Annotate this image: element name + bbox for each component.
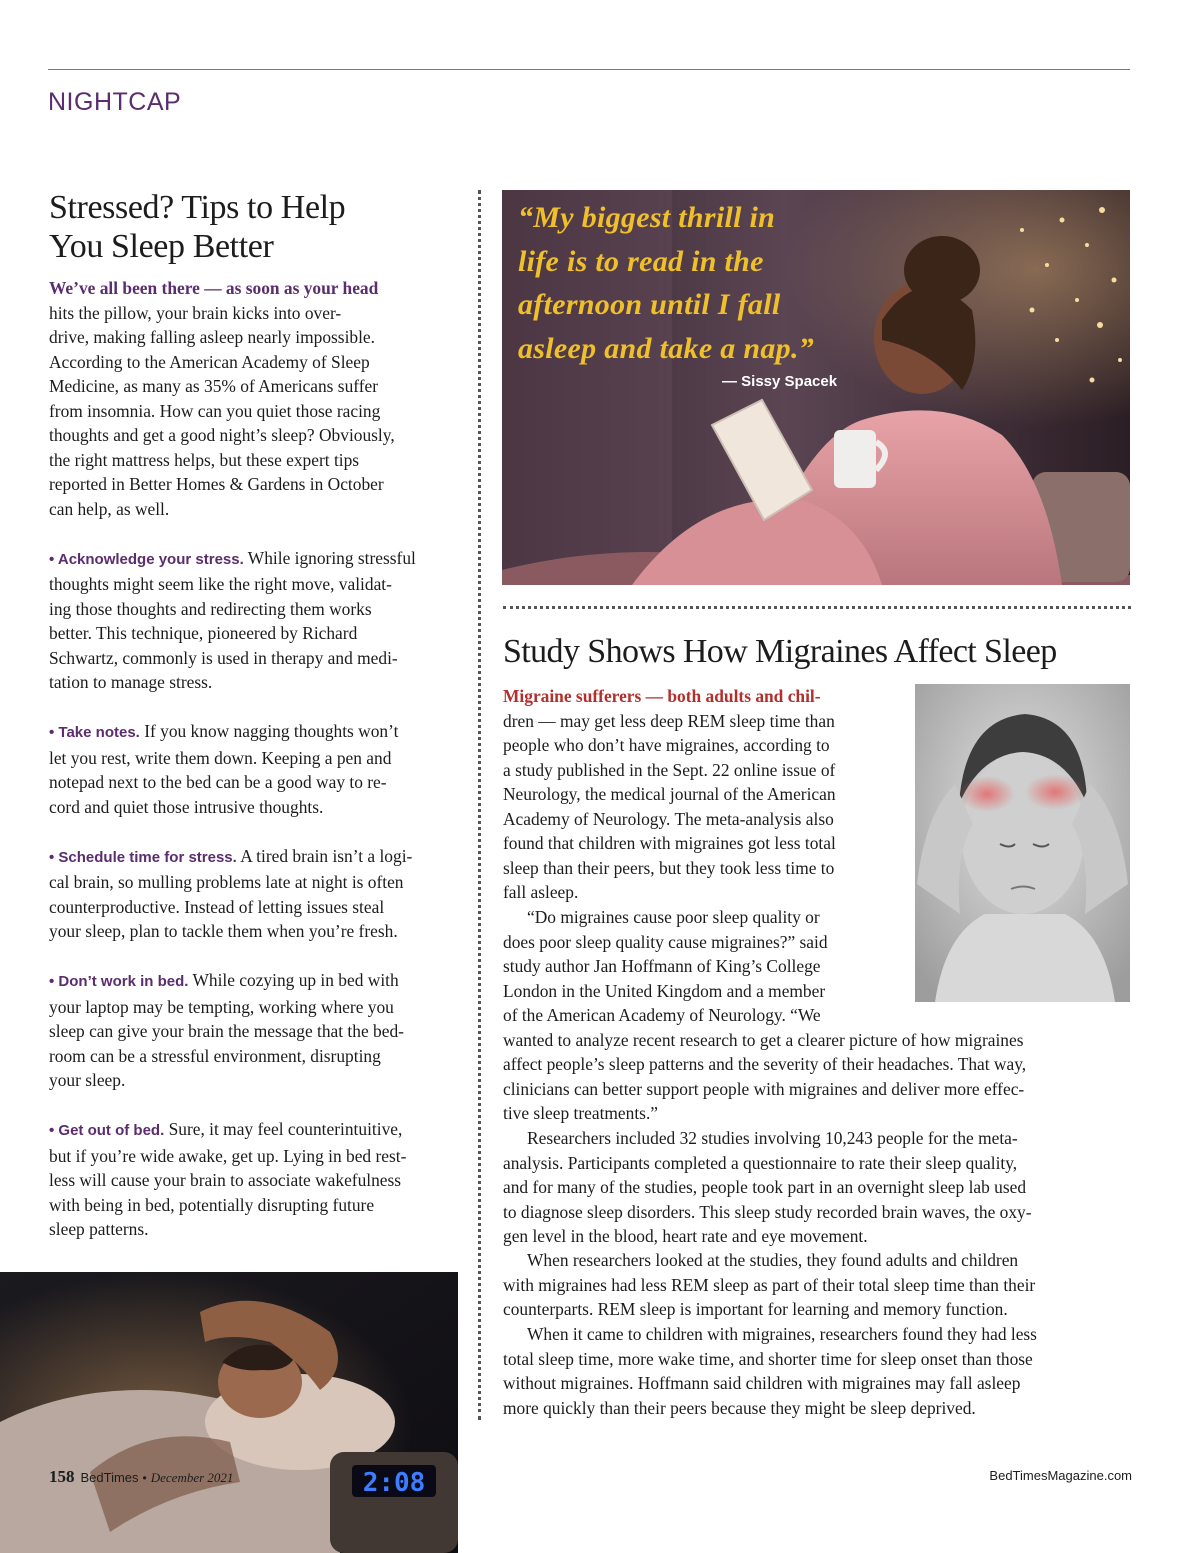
folio-separator: •: [142, 1471, 147, 1485]
text-line: counterproductive. Instead of letting issues steal: [49, 896, 385, 917]
clock-display: 2:08: [362, 1468, 426, 1498]
lead-kicker: We’ve all been there — as soon as your head: [49, 278, 379, 298]
left-title-line: Stressed? Tips to Help: [49, 189, 346, 226]
header-rule: [48, 69, 1130, 70]
text-line: Schwartz, commonly is used in therapy and medi-: [49, 647, 398, 668]
text-line: thoughts might seem like the right move, validat-: [49, 574, 392, 594]
quote-line: life is to read in the: [518, 244, 764, 278]
text-line: with migraines had less REM sleep as part of their total sleep time than their: [503, 1274, 1036, 1295]
text-line: a study published in the Sept. 22 online issue of: [503, 759, 836, 780]
section-label: NIGHTCAP: [48, 88, 182, 116]
text-line: reported in Better Homes & Gardens in October: [49, 474, 384, 494]
tip-item: [49, 1117, 467, 1242]
text-line: London in the United Kingdom and a member: [503, 980, 826, 1001]
text-line: but if you’re wide awake, get up. Lying in bed rest-: [49, 1145, 407, 1166]
tip-item: [49, 719, 467, 819]
text-line: Researchers included 32 studies involving 10,243 people for the meta-: [527, 1128, 1018, 1148]
text-line: Medicine, as many as 35% of Americans suffer: [49, 376, 379, 396]
text-line: While ignoring stressful: [243, 547, 416, 568]
text-line: people who don’t have migraines, according to: [503, 735, 830, 755]
paragraph: [503, 1126, 1032, 1249]
text-line: While cozying up in bed with: [188, 970, 399, 990]
text-line: your sleep, plan to tackle them when you’re fresh.: [49, 921, 398, 941]
text-line: Neurology, the medical journal of the American: [503, 784, 836, 804]
tip-label: • Take notes.: [49, 724, 140, 741]
magazine-name: BedTimes: [80, 1470, 139, 1485]
tip-item: [49, 844, 467, 944]
text-line: “Do migraines cause poor sleep quality or: [527, 907, 820, 927]
text-line: total sleep time, more wake time, and shorter time for sleep onset than those: [503, 1348, 1033, 1369]
text-line: your laptop may be tempting, working where you: [49, 996, 394, 1017]
pull-quote: [518, 196, 814, 370]
tip-label: • Acknowledge your stress.: [49, 550, 244, 568]
quote-attribution: — Sissy Spacek: [722, 373, 838, 390]
text-line: dren — may get less deep REM sleep time than: [503, 710, 835, 731]
text-line: less will cause your brain to associate wakefulness: [49, 1170, 402, 1190]
text-line: study author Jan Hoffmann of King’s College: [503, 956, 821, 976]
text-line: thoughts and get a good night’s sleep? Obviously,: [49, 425, 395, 445]
paragraph: [503, 1248, 1035, 1322]
text-line: notepad next to the bed can be a good way to re-: [49, 772, 387, 792]
text-line: analysis. Participants completed a questionnaire to rate their sleep quality,: [503, 1152, 1018, 1173]
sleepless-man-illustration: [0, 1272, 458, 1553]
column-divider: [478, 190, 481, 1420]
quote-line: “My biggest thrill in: [518, 201, 776, 234]
text-line: and for many of the studies, people took part in an overnight sleep lab used: [503, 1177, 1027, 1197]
text-line: to diagnose sleep disorders. This sleep study recorded brain waves, the oxy-: [503, 1201, 1032, 1222]
text-line: the right mattress helps, but these expert tips: [49, 449, 360, 470]
text-line: better. This technique, pioneered by Richard: [49, 623, 358, 643]
text-line: sleep patterns.: [49, 1219, 149, 1239]
text-line: cord and quiet those intrusive thoughts.: [49, 796, 324, 817]
text-line: without migraines. Hoffmann said children with migraines may fall asleep: [503, 1373, 1021, 1393]
text-line: drive, making falling asleep nearly impossible.: [49, 327, 375, 347]
text-line: wanted to analyze recent research to get a clearer picture of how migraines: [503, 1029, 1024, 1050]
text-line: can help, as well.: [49, 498, 170, 519]
text-line: more quickly than their peers because they might be sleep deprived.: [503, 1397, 976, 1418]
text-line: When it came to children with migraines, researchers found they had less: [527, 1324, 1037, 1344]
reading-woman-photo: [502, 190, 1130, 585]
issue-date: December 2021: [150, 1470, 234, 1485]
text-line: A tired brain isn’t a logi-: [236, 845, 413, 866]
lead-kicker: Migraine sufferers — both adults and chil-: [503, 686, 821, 706]
article-divider: [503, 606, 1131, 609]
right-article-title: Study Shows How Migraines Affect Sleep: [503, 633, 1057, 670]
text-line: from insomnia. How can you quiet those racing: [49, 400, 381, 421]
sleepless-man-photo: [0, 1272, 458, 1553]
text-line: Academy of Neurology. The meta-analysis also: [503, 808, 834, 829]
tip-item: [49, 546, 467, 695]
quote-line: asleep and take a nap.”: [518, 331, 815, 365]
left-article-title: [49, 188, 467, 266]
text-line: sleep than their peers, but they took less time to: [503, 857, 835, 878]
text-line: with being in bed, potentially disrupting future: [49, 1194, 375, 1215]
text-line: counterparts. REM sleep is important for learning and memory function.: [503, 1299, 1008, 1319]
text-line: sleep can give your brain the message that the bed-: [49, 1021, 404, 1041]
text-line: gen level in the blood, heart rate and eye movement.: [503, 1226, 868, 1246]
text-line: ing those thoughts and redirecting them works: [49, 598, 372, 619]
tip-label: • Get out of bed.: [49, 1122, 165, 1139]
quote-line: afternoon until I fall: [518, 288, 781, 321]
page-folio: [49, 1467, 233, 1487]
text-line: If you know nagging thoughts won’t: [139, 721, 399, 741]
left-article: [49, 188, 467, 1242]
website-link[interactable]: BedTimesMagazine.com: [989, 1468, 1132, 1483]
tip-label: • Don’t work in bed.: [49, 973, 189, 990]
text-line: your sleep.: [49, 1070, 126, 1090]
paragraph: [503, 1322, 1037, 1420]
text-line: fall asleep.: [503, 882, 579, 902]
text-line: let you rest, write them down. Keeping a pen and: [49, 747, 392, 768]
tip-label: • Schedule time for stress.: [49, 848, 237, 866]
text-line: tation to manage stress.: [49, 672, 213, 692]
text-line: of the American Academy of Neurology. “We: [503, 1005, 821, 1025]
text-line: hits the pillow, your brain kicks into over-: [49, 302, 342, 323]
text-line: tive sleep treatments.”: [503, 1103, 659, 1123]
text-line: room can be a stressful environment, disrupting: [49, 1045, 381, 1066]
tip-item: [49, 968, 467, 1093]
page-number: 158: [49, 1467, 75, 1486]
text-line: does poor sleep quality cause migraines?” said: [503, 931, 828, 952]
text-line: According to the American Academy of Sleep: [49, 351, 370, 372]
text-line: clinicians can better support people with migraines and deliver more effec-: [503, 1078, 1025, 1099]
paragraph: [503, 684, 836, 905]
text-line: found that children with migraines got less total: [503, 833, 836, 853]
text-line: Sure, it may feel counterintuitive,: [164, 1119, 403, 1139]
text-line: cal brain, so mulling problems late at night is often: [49, 872, 404, 892]
left-title-line: You Sleep Better: [49, 228, 274, 265]
lead-paragraph: [49, 276, 467, 521]
paragraph: [503, 905, 1026, 1126]
text-line: When researchers looked at the studies, they found adults and children: [527, 1250, 1019, 1270]
text-line: affect people’s sleep patterns and the severity of their headaches. That way,: [503, 1054, 1027, 1074]
